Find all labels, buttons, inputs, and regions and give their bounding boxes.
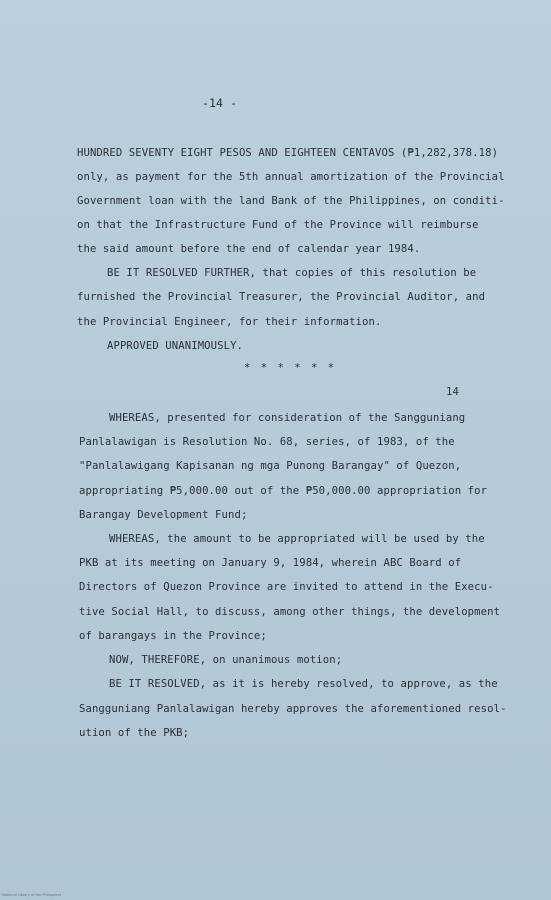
text-line: BE IT RESOLVED FURTHER, that copies of this resolution be [107,267,477,279]
text-line: on that the Infrastructure Fund of the Province will reimburse [77,219,479,231]
text-line: Directors of Quezon Province are invited to attend in the Execu- [79,581,494,593]
text-line: Sangguniang Panlalawigan hereby approves the aforementioned resol- [79,703,507,715]
separator-stars: * * * * * * [244,362,337,374]
text-line: of barangays in the Province; [79,630,267,642]
text-line: NOW, THEREFORE, on unanimous motion; [109,654,343,666]
text-line: WHEREAS, the amount to be appropriated will be used by the [109,533,485,545]
text-line: "Panlalawigang Kapisanan ng mga Punong Barangay" of Quezon, [79,460,462,472]
text-line: Government loan with the land Bank of the Philippines, on conditi- [77,195,505,207]
text-line: the said amount before the end of calendar year 1984. [77,243,421,255]
text-line: BE IT RESOLVED, as it is hereby resolved, to approve, as the [109,678,498,690]
text-line: ution of the PKB; [79,727,190,739]
resolution-number: 14 [446,386,459,398]
footer-caption: National Library of the Philippines [2,893,62,897]
page-number: -14 - [202,96,238,110]
text-line: HUNDRED SEVENTY EIGHT PESOS AND EIGHTEEN CENTAVOS (₱1,282,378.18) [77,147,499,159]
text-line: WHEREAS, presented for consideration of the Sangguniang [109,412,466,424]
text-line: the Provincial Engineer, for their information. [77,316,382,328]
text-line: Panlalawigan is Resolution No. 68, series, of 1983, of the [79,436,455,448]
approved-line: APPROVED UNANIMOUSLY. [107,340,244,352]
text-line: Barangay Development Fund; [79,509,248,521]
text-line: tive Social Hall, to discuss, among other things, the development [79,606,501,618]
text-line: furnished the Provincial Treasurer, the Provincial Auditor, and [77,291,486,303]
text-line: PKB at its meeting on January 9, 1984, wherein ABC Board of [79,557,462,569]
text-line: appropriating ₱5,000.00 out of the ₱50,000.00 appropriation for [79,485,488,497]
text-line: only, as payment for the 5th annual amortization of the Provincial [77,171,505,183]
